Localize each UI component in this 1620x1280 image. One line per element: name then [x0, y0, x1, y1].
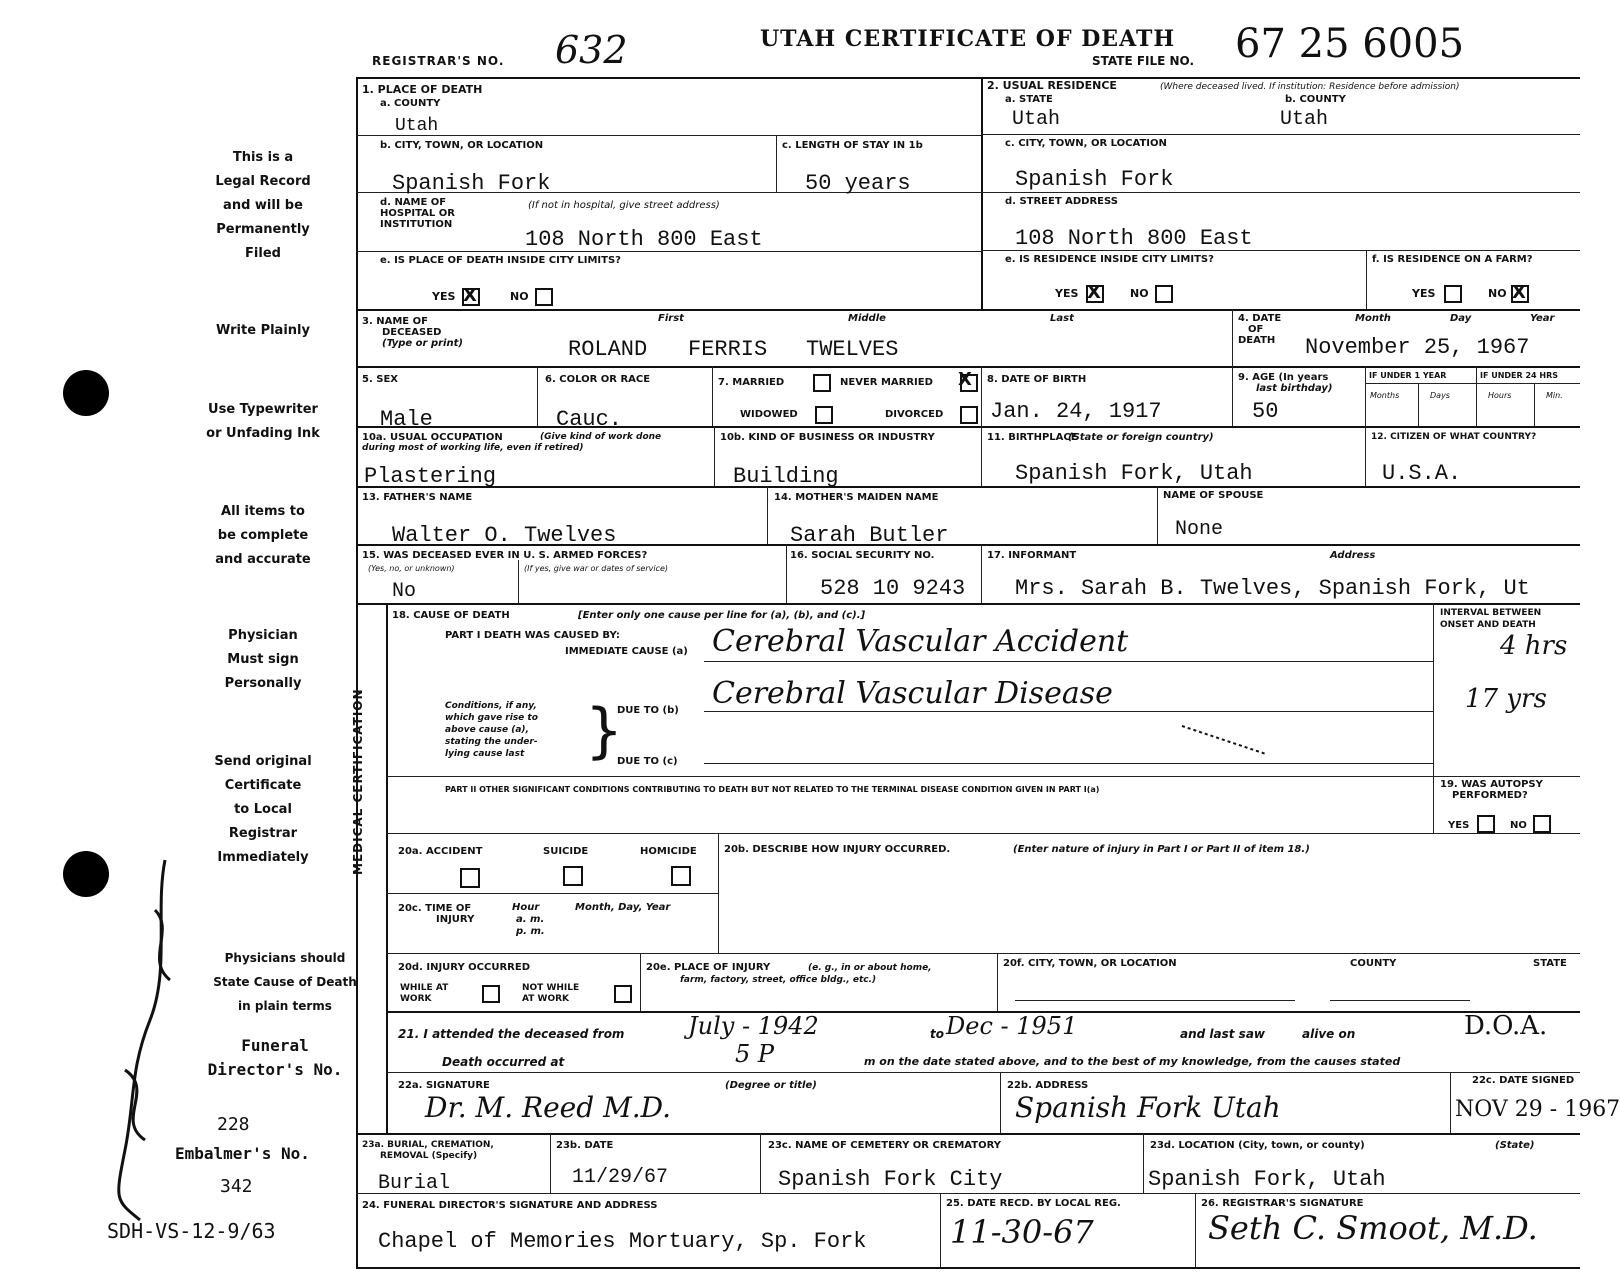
day-label: Day: [1450, 313, 1472, 324]
dod-label-line: OF: [1248, 324, 1264, 335]
medical-certification-label: MEDICAL CERTIFICATION: [351, 688, 365, 875]
due-to-c-label: DUE TO (c): [617, 756, 678, 767]
to-label: to: [930, 1027, 944, 1041]
year-label: Year: [1530, 313, 1555, 324]
age: 50: [1252, 399, 1279, 424]
res-city-label: c. CITY, TOWN, OR LOCATION: [1005, 138, 1167, 149]
describe-injury-label: 20b. DESCRIBE HOW INJURY OCCURRED.: [724, 844, 951, 855]
mother-label: 14. MOTHER'S MAIDEN NAME: [774, 492, 939, 503]
funeral-line: Funeral: [241, 1036, 309, 1055]
citizen: U.S.A.: [1382, 461, 1462, 486]
occupation-note-line: during most of working life, even if retired): [362, 443, 584, 453]
months-label: Months: [1370, 391, 1400, 400]
place-note-line: (e. g., in or about home,: [808, 963, 932, 973]
time-label-line: INJURY: [436, 914, 475, 925]
not-while-at-work-label: [522, 983, 579, 1005]
sex-label: 5. SEX: [362, 374, 398, 385]
hospital-label: [380, 197, 455, 230]
due-to-b: Cerebral Vascular Disease: [712, 676, 1113, 711]
widowed-checkbox[interactable]: [815, 406, 833, 424]
pen-mark: [1180, 720, 1270, 760]
not-while-at-work-checkbox[interactable]: [614, 985, 632, 1003]
typewriter-note: [163, 398, 363, 446]
place-note-line: farm, factory, street, office bldg., etc.): [680, 975, 877, 985]
hospital-label-line: INSTITUTION: [380, 219, 453, 230]
while-line: WORK: [400, 994, 432, 1004]
send-line: to Local: [234, 802, 292, 817]
suicide-checkbox[interactable]: [563, 866, 583, 886]
not-while-line: AT WORK: [522, 994, 570, 1004]
place-of-injury-note: [680, 962, 932, 986]
date-of-birth: Jan. 24, 1917: [990, 399, 1162, 424]
interval-label: [1440, 607, 1541, 631]
res-county: Utah: [1280, 108, 1329, 131]
industry: Building: [733, 464, 839, 489]
autopsy-no-label: NO: [1510, 820, 1527, 831]
under-24-hrs-label: IF UNDER 24 HRS: [1480, 371, 1559, 380]
while-at-work-label: [400, 983, 448, 1005]
complete-note: [163, 500, 363, 572]
decedent-name-label: [362, 316, 463, 349]
res-farm-yes-checkbox[interactable]: [1444, 285, 1462, 303]
form-number: SDH-VS-12-9/63: [107, 1219, 276, 1243]
physician-line: Personally: [224, 676, 302, 691]
res-inside-limits-label: e. IS RESIDENCE INSIDE CITY LIMITS?: [1005, 254, 1214, 265]
alive-on-label: alive on: [1302, 1027, 1356, 1041]
attended-from: July - 1942: [688, 1012, 819, 1040]
informant-label: 17. INFORMANT: [987, 550, 1077, 561]
funeral-director-label: 24. FUNERAL DIRECTOR'S SIGNATURE AND ADDRESS: [362, 1200, 658, 1211]
injury-occurred-label: 20d. INJURY OCCURRED: [398, 962, 530, 973]
first-name-label: First: [658, 313, 684, 324]
under-1-year-label: IF UNDER 1 YEAR: [1369, 371, 1447, 380]
hours-label: Hours: [1488, 391, 1512, 400]
complete-line: be complete: [217, 528, 309, 543]
age-label: [1238, 372, 1333, 394]
industry-label: 10b. KIND OF BUSINESS OR INDUSTRY: [720, 432, 935, 443]
place-of-injury-label: 20e. PLACE OF INJURY: [646, 962, 771, 973]
hour-line: Hour: [512, 902, 540, 913]
burial-method: Burial: [378, 1172, 451, 1195]
res-state: Utah: [1012, 108, 1061, 131]
injury-city-label: 20f. CITY, TOWN, OR LOCATION: [1003, 958, 1177, 969]
state-file-label: STATE FILE NO.: [1092, 54, 1195, 68]
typewriter-line: Use Typewriter: [208, 402, 318, 417]
degree-label: (Degree or title): [725, 1080, 817, 1091]
res-inside-yes-mark: X: [1087, 282, 1101, 303]
part1-label: PART I DEATH WAS CAUSED BY:: [445, 630, 620, 641]
divorced-label: DIVORCED: [885, 409, 944, 420]
death-inside-no-label: NO: [510, 290, 529, 303]
injury-state-label: STATE: [1533, 958, 1567, 969]
part2-label: PART II OTHER SIGNIFICANT CONDITIONS CONTRIBUTING TO DEATH BUT NOT RELATED TO THE TERMINAL DISEASE CONDITION GIVEN IN PART I(a): [445, 785, 1100, 794]
father-name: Walter O. Twelves: [392, 523, 617, 548]
embalmer-no-label: Embalmer's No.: [175, 1144, 310, 1163]
never-married-mark: X: [958, 369, 972, 390]
interval-line: ONSET AND DEATH: [1440, 620, 1536, 630]
days-label: Days: [1430, 391, 1450, 400]
burial-date-label: 23b. DATE: [556, 1140, 614, 1151]
not-while-line: NOT WHILE: [522, 983, 580, 993]
month-day-year-label: Month, Day, Year: [575, 902, 671, 913]
burial-method-label: [362, 1140, 494, 1162]
interval-line: INTERVAL BETWEEN: [1440, 608, 1542, 618]
burial-location-label: 23d. LOCATION (City, town, or county): [1150, 1140, 1365, 1151]
res-inside-yes-label: YES: [1055, 287, 1079, 300]
married-checkbox[interactable]: [813, 374, 831, 392]
married-label: 7. MARRIED: [718, 377, 785, 388]
typewriter-line: or Unfading Ink: [206, 426, 320, 441]
homicide-checkbox[interactable]: [671, 866, 691, 886]
cemetery-label: 23c. NAME OF CEMETERY OR CREMATORY: [768, 1140, 1001, 1151]
res-inside-no-label: NO: [1130, 287, 1149, 300]
death-occurred-label: Death occurred at: [442, 1055, 565, 1069]
conditions-note: [445, 700, 538, 760]
autopsy-label: [1440, 779, 1543, 801]
while-line: WHILE AT: [400, 983, 449, 993]
date-received: 11-30-67: [950, 1213, 1094, 1251]
age-label-line: 9. AGE (In years: [1238, 372, 1329, 383]
birthplace: Spanish Fork, Utah: [1015, 461, 1253, 486]
ssn-label: 16. SOCIAL SECURITY NO.: [790, 550, 935, 561]
autopsy-no-checkbox[interactable]: [1533, 815, 1551, 833]
armed-note-2: (If yes, give war or dates of service): [524, 564, 669, 573]
race-label: 6. COLOR OR RACE: [545, 374, 651, 385]
conditions-line: lying cause last: [445, 749, 525, 759]
sex: Male: [380, 407, 433, 432]
hospital-address: 108 North 800 East: [525, 227, 763, 252]
length-of-stay-label: c. LENGTH OF STAY IN 1b: [782, 140, 923, 151]
citizen-label: 12. CITIZEN OF WHAT COUNTRY?: [1371, 432, 1537, 442]
hospital-label-line: HOSPITAL OR: [380, 208, 455, 219]
registrar-no: 632: [555, 28, 628, 72]
race: Cauc.: [556, 407, 623, 432]
legal-line: Legal Record: [215, 174, 311, 189]
res-farm-no-label: NO: [1488, 287, 1507, 300]
certificate-title: UTAH CERTIFICATE OF DEATH: [760, 26, 1176, 52]
divorced-checkbox[interactable]: [960, 406, 978, 424]
armed-forces: No: [392, 580, 417, 603]
death-inside-limits-label: e. IS PLACE OF DEATH INSIDE CITY LIMITS?: [380, 255, 621, 266]
res-farm-yes-label: YES: [1412, 287, 1436, 300]
res-street: 108 North 800 East: [1015, 226, 1253, 251]
send-line: Immediately: [217, 850, 309, 865]
homicide-label: HOMICIDE: [640, 846, 697, 857]
last-saw-label: and last saw: [1180, 1027, 1266, 1041]
time-of-injury-label: [398, 903, 474, 925]
signature-label: 22a. SIGNATURE: [398, 1080, 490, 1091]
autopsy-line: 19. WAS AUTOPSY: [1440, 779, 1543, 790]
death-inside-yes-mark: X: [463, 285, 477, 306]
physician-line: Must sign: [227, 652, 299, 667]
burial-method-line: REMOVAL (Specify): [380, 1151, 478, 1161]
date-received-label: 25. DATE RECD. BY LOCAL REG.: [946, 1198, 1121, 1209]
res-farm-no-mark: X: [1512, 282, 1526, 303]
death-inside-yes-label: YES: [432, 290, 456, 303]
minutes-label: Min.: [1546, 391, 1563, 400]
birthplace-note: (State or foreign country): [1068, 432, 1214, 443]
hospital-note: (If not in hospital, give street address): [528, 200, 720, 211]
conditions-line: stating the under-: [445, 737, 538, 747]
legal-line: and will be: [223, 198, 303, 213]
margin-signature: [95, 850, 205, 1230]
funeral-director-no: 228: [217, 1114, 250, 1135]
date-of-death-label: [1238, 313, 1281, 346]
legal-record-note: [163, 146, 363, 266]
length-of-stay: 50 years: [805, 171, 911, 196]
res-farm-label: f. IS RESIDENCE ON A FARM?: [1372, 254, 1533, 265]
physician-address-label: 22b. ADDRESS: [1007, 1080, 1089, 1091]
hour-line: p. m.: [516, 926, 545, 937]
time-label-line: 20c. TIME OF: [398, 903, 472, 914]
death-county-label: a. COUNTY: [380, 98, 441, 109]
registrar-signature: Seth C. Smoot, M.D.: [1208, 1209, 1538, 1247]
res-county-label: b. COUNTY: [1285, 94, 1346, 105]
name-label-line: 3. NAME OF: [362, 316, 428, 327]
date-signed-label: 22c. DATE SIGNED: [1472, 1075, 1575, 1086]
name-label-line: DECEASED: [382, 327, 442, 338]
place-of-death-label: 1. PLACE OF DEATH: [362, 83, 483, 96]
attended-to: Dec - 1951: [946, 1012, 1078, 1040]
name-label-line: (Type or print): [382, 338, 463, 349]
immediate-cause: Cerebral Vascular Accident: [712, 624, 1129, 659]
accident-checkbox[interactable]: [460, 868, 480, 888]
send-line: Registrar: [228, 826, 298, 841]
autopsy-yes-label: YES: [1448, 820, 1470, 831]
funeral-line: Director's No.: [207, 1060, 343, 1079]
interval-a: 4 hrs: [1500, 631, 1568, 661]
residence-note: (Where deceased lived. If institution: Residence before admission): [1160, 82, 1460, 92]
death-occurred-time: 5 P: [735, 1040, 775, 1068]
accident-label: 20a. ACCIDENT: [398, 846, 483, 857]
spouse-name: None: [1175, 518, 1224, 541]
spouse-label: NAME OF SPOUSE: [1163, 490, 1264, 501]
dob-label: 8. DATE OF BIRTH: [987, 374, 1087, 385]
widowed-label: WIDOWED: [740, 409, 798, 420]
death-city: Spanish Fork: [392, 171, 551, 196]
injury-county-label: COUNTY: [1350, 958, 1397, 969]
physicians-should-note: [200, 946, 370, 1018]
physicians-line: in plain terms: [238, 999, 332, 1013]
autopsy-line: PERFORMED?: [1452, 790, 1528, 801]
registrar-signature-label: 26. REGISTRAR'S SIGNATURE: [1201, 1198, 1364, 1209]
cause-note: [Enter only one cause per line for (a), (b), and (c).]: [578, 610, 866, 621]
death-city-label: b. CITY, TOWN, OR LOCATION: [380, 140, 544, 151]
death-occurred-tail: m on the date stated above, and to the best of my knowledge, from the causes stated: [864, 1055, 1401, 1068]
occupation-note-line: (Give kind of work done: [540, 432, 662, 442]
last-name-label: Last: [1050, 313, 1074, 324]
date-signed: NOV 29 - 1967: [1455, 1097, 1620, 1122]
physician-signature: Dr. M. Reed M.D.: [425, 1091, 671, 1124]
physicians-line: Physicians should: [224, 951, 346, 965]
hospital-label-line: d. NAME OF: [380, 197, 447, 208]
conditions-line: which gave rise to: [445, 713, 538, 723]
date-of-death: November 25, 1967: [1305, 335, 1530, 360]
armed-note-1: (Yes, no, or unknown): [368, 564, 455, 573]
never-married-label: NEVER MARRIED: [840, 377, 933, 388]
conditions-line: above cause (a),: [445, 725, 529, 735]
physicians-line: State Cause of Death: [213, 975, 357, 989]
hour-label: [512, 902, 545, 938]
hour-line: a. m.: [516, 914, 545, 925]
occupation: Plastering: [364, 464, 497, 489]
last-name: TWELVES: [806, 337, 899, 362]
send-line: Certificate: [224, 778, 302, 793]
embalmer-no: 342: [220, 1176, 253, 1197]
father-label: 13. FATHER'S NAME: [362, 492, 473, 503]
state-file-no: 67 25 6005: [1235, 21, 1465, 67]
res-state-label: a. STATE: [1005, 94, 1053, 105]
death-inside-no-checkbox[interactable]: [535, 288, 553, 306]
res-street-label: d. STREET ADDRESS: [1005, 196, 1118, 207]
social-security-no: 528 10 9243: [820, 576, 966, 601]
suicide-label: SUICIDE: [543, 846, 589, 857]
dod-label-line: DEATH: [1238, 335, 1276, 346]
first-name: ROLAND: [568, 337, 648, 362]
physician-address: Spanish Fork Utah: [1015, 1091, 1281, 1124]
res-city: Spanish Fork: [1015, 167, 1174, 192]
middle-name-label: Middle: [848, 313, 886, 324]
legal-line: Filed: [245, 246, 281, 261]
age-label-line: last birthday): [1256, 383, 1333, 394]
write-plainly-note: Write Plainly: [216, 323, 310, 338]
while-at-work-checkbox[interactable]: [482, 985, 500, 1003]
due-to-b-label: DUE TO (b): [617, 705, 679, 716]
burial-location: Spanish Fork, Utah: [1148, 1167, 1386, 1192]
attended-label: 21. I attended the deceased from: [398, 1027, 625, 1041]
burial-state-label: (State): [1495, 1140, 1535, 1151]
interval-b: 17 yrs: [1465, 684, 1547, 714]
burial-date: 11/29/67: [572, 1166, 669, 1189]
burial-method-line: 23a. BURIAL, CREMATION,: [362, 1140, 494, 1150]
immediate-cause-label: IMMEDIATE CAUSE (a): [565, 646, 688, 657]
month-label: Month: [1355, 313, 1391, 324]
complete-line: and accurate: [215, 552, 311, 567]
residence-label: 2. USUAL RESIDENCE: [987, 79, 1117, 92]
death-county: Utah: [395, 116, 439, 136]
funeral-director-no-label: [180, 1034, 370, 1082]
funeral-director: Chapel of Memories Mortuary, Sp. Fork: [378, 1229, 867, 1254]
informant: Mrs. Sarah B. Twelves, Spanish Fork, Ut: [1015, 576, 1530, 601]
middle-name: FERRIS: [688, 337, 768, 362]
res-inside-no-checkbox[interactable]: [1155, 285, 1173, 303]
birthplace-label: 11. BIRTHPLACE: [987, 432, 1078, 443]
occupation-label: 10a. USUAL OCCUPATION: [362, 432, 503, 443]
physician-line: Physician: [228, 628, 298, 643]
cause-of-death-label: 18. CAUSE OF DEATH: [392, 610, 510, 621]
conditions-line: Conditions, if any,: [445, 701, 537, 711]
cemetery: Spanish Fork City: [778, 1167, 1003, 1192]
physician-note: [163, 624, 363, 696]
describe-injury-note: (Enter nature of injury in Part I or Part II of item 18.): [1013, 844, 1310, 855]
last-saw-date: D.O.A.: [1464, 1011, 1548, 1041]
informant-address-label: Address: [1330, 550, 1376, 561]
autopsy-yes-checkbox[interactable]: [1477, 815, 1495, 833]
complete-line: All items to: [221, 504, 305, 519]
send-line: Send original: [214, 754, 312, 769]
punch-hole-top: [63, 370, 109, 416]
armed-forces-label: 15. WAS DECEASED EVER IN U. S. ARMED FORCES?: [362, 550, 648, 561]
mother-name: Sarah Butler: [790, 523, 949, 548]
dod-label-line: 4. DATE: [1238, 313, 1282, 324]
legal-line: This is a: [232, 150, 294, 165]
legal-line: Permanently: [216, 222, 310, 237]
registrar-no-label: REGISTRAR'S NO.: [372, 54, 505, 68]
conditions-bracket: }: [585, 696, 624, 766]
